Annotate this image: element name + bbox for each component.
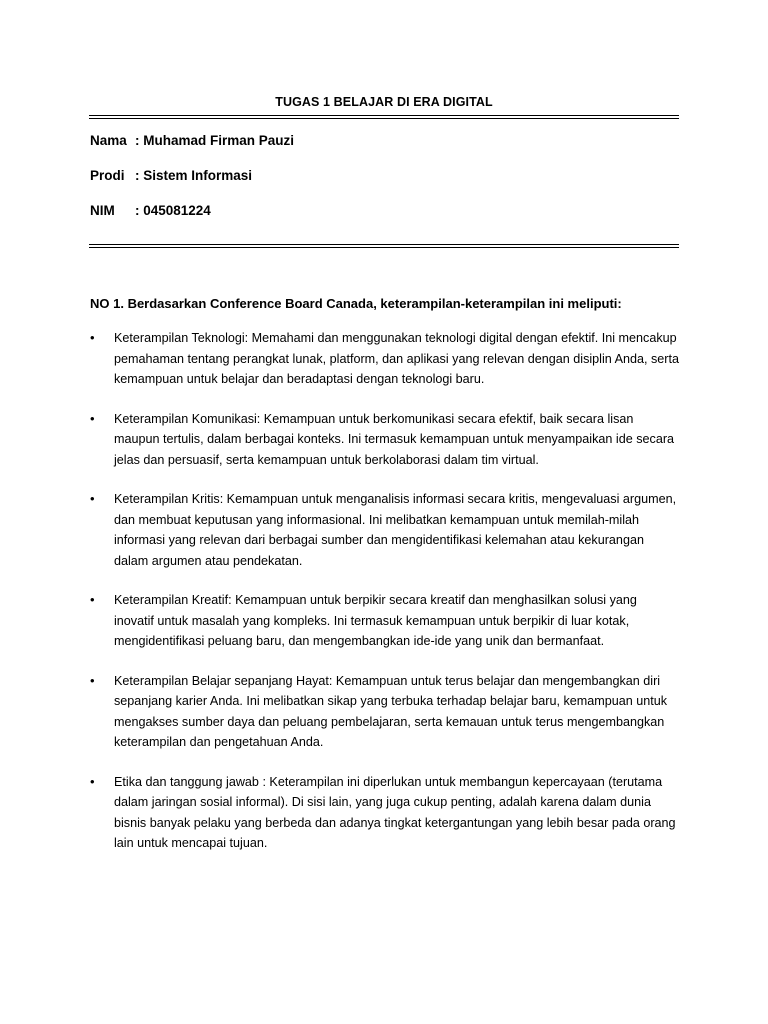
- header-double-rule: [89, 115, 679, 119]
- list-item: [90, 590, 680, 652]
- document-title: TUGAS 1 BELAJAR DI ERA DIGITAL: [275, 95, 493, 109]
- list-item-text: Etika dan tanggung jawab : Keterampilan ini diperlukan untuk membangun kepercayaan (terutama dalam jaringan sosial informal). Di sisi lain, yang juga cukup penting, adalah karena dalam dunia bisnis banyak pelaku yang berbeda dan adanya tingkat ketergantungan yang lebih besar pada orang lain untuk mencapai tujuan.: [114, 774, 676, 850]
- bullet-icon: •: [90, 491, 95, 506]
- info-row-nama: [90, 133, 294, 148]
- skills-list: [90, 328, 680, 873]
- info-value-prodi: : Sistem Informasi: [135, 168, 253, 183]
- bullet-icon: •: [90, 410, 95, 426]
- list-item-text: Keterampilan Teknologi: Memahami dan menggunakan teknologi digital dengan efektif. Ini mencakup pemahaman tentang perangkat lunak, platform, dan aplikasi yang relevan dengan disiplin Anda, serta kemampuan untuk belajar dan beradaptasi dengan teknologi baru.: [114, 331, 679, 386]
- bullet-icon: •: [90, 672, 95, 688]
- list-item: [90, 328, 680, 390]
- info-row-nim: [90, 203, 211, 218]
- info-value-nim: : 045081224: [135, 203, 211, 218]
- info-row-prodi: [90, 168, 252, 183]
- bullet-icon: •: [90, 592, 95, 607]
- info-label-nim: NIM: [90, 203, 115, 218]
- info-label-nama: Nama: [90, 133, 127, 148]
- bullet-icon: •: [90, 773, 95, 789]
- info-value-nama: : Muhamad Firman Pauzi: [135, 133, 295, 148]
- list-item: [90, 409, 680, 471]
- list-item-text: Keterampilan Komunikasi: Kemampuan untuk berkomunikasi secara efektif, baik secara lisan maupun tertulis, dalam berbagai konteks. Ini termasuk kemampuan untuk menyampaikan ide secara jelas dan persuasif, serta kemampuan untuk berkolaborasi dalam tim virtual.: [114, 411, 675, 467]
- list-item-text: Keterampilan Kreatif: Kemampuan untuk berpikir secara kreatif dan menghasilkan solusi yang inovatif untuk masalah yang kompleks. Ini termasuk kemampuan untuk berpikir di luar kotak, mengidentifikasi peluang baru, dan mengembangkan ide-ide yang unik dan bermanfaat.: [114, 593, 637, 648]
- info-double-rule: [89, 244, 679, 248]
- question-heading: NO 1. Berdasarkan Conference Board Canada, keterampilan-keterampilan ini meliputi:: [90, 296, 622, 311]
- list-item-text: Keterampilan Kritis: Kemampuan untuk menganalisis informasi secara kritis, mengevaluasi argumen, dan membuat keputusan yang informasional. Ini melibatkan kemampuan untuk memilah-milah informasi yang relevan dari berbagai sumber dan mengidentifikasi kelemahan atau kekurangan dalam argumen atau pendekatan.: [114, 492, 677, 568]
- list-item-text: Keterampilan Belajar sepanjang Hayat: Kemampuan untuk terus belajar dan mengembangkan diri sepanjang karier Anda. Ini melibatkan sikap yang terbuka terhadap belajar baru, kemampuan untuk mengakses sumber daya dan peluang pembelajaran, serta kemauan untuk terus mengembangkan keterampilan dan pengetahuan Anda.: [114, 673, 668, 749]
- list-item: [90, 772, 680, 854]
- bullet-icon: •: [90, 330, 95, 345]
- info-label-prodi: Prodi: [90, 168, 125, 183]
- list-item: [90, 671, 680, 753]
- list-item: [90, 489, 680, 571]
